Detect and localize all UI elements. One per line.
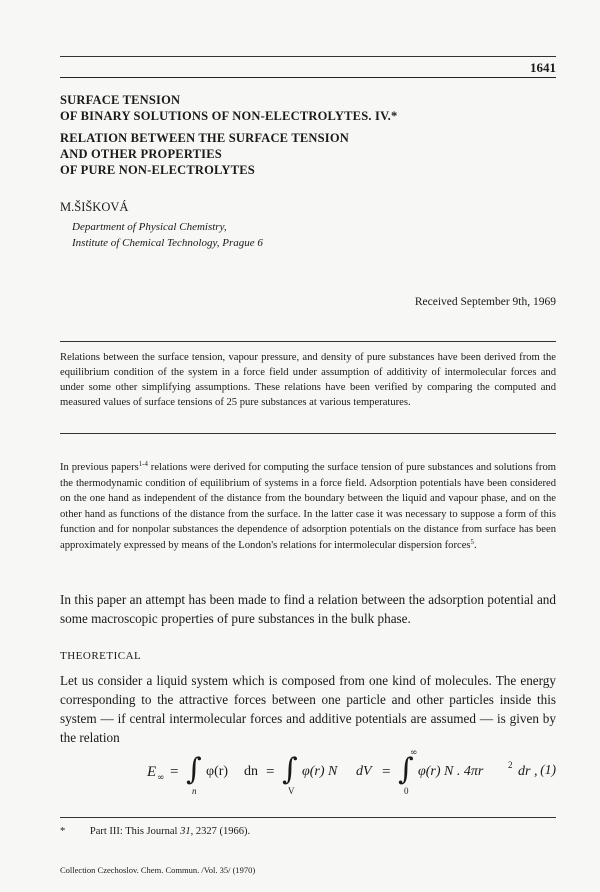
footnote-volume: 31: [180, 826, 191, 837]
intro-end: .: [473, 539, 477, 551]
footnote-rule: [60, 817, 556, 818]
eq-equals-2: =: [266, 764, 275, 780]
intro-paragraph: [60, 460, 556, 553]
header-bottom-rule: [60, 77, 556, 78]
title-line-1: SURFACE TENSION: [60, 93, 181, 107]
abstract-bottom-rule: [60, 433, 556, 434]
eq-integral-1: ∫: [186, 752, 202, 787]
eq-phi-r-N: φ(r) N: [302, 764, 338, 779]
eq-dn: dn: [244, 764, 258, 779]
abstract: Relations between the surface tension, vapour pressure, and density of pure substances have been derived from the equilibrium condition of the system in a force field under assumption of additivity of intermolecular forces and under some other simplifying assumptions. These relations have been verified by comparing the computed and measured values of surface tensions of 25 pure substances at various temperatures.: [60, 352, 556, 408]
intro-body: relations were derived for computing the surface tension of pure substances and solutions from the thermodynamic condition of equilibrium of systems in a force field. Adsorption potentials have been considered on the one hand as independent of the distance from the boundary between the liquid and vapour phase, and on the other hand as functions of the distance from the surface. In the latter case it was necessary to suppose a form of this function and for nonpolar substances the dependence of adsorption potentials on the distance from surface has been approximately expressed by means of the London's relations for intermolecular dispersion forces: [60, 462, 556, 551]
eq-r-squared-exponent: 2: [508, 760, 513, 770]
paragraph-aim: In this paper an attempt has been made to find a relation between the adsorption potential and some macroscopic properties of pure substances in the bulk phase.: [60, 592, 556, 626]
equation-number: (1): [540, 762, 556, 777]
title-line-2: OF BINARY SOLUTIONS OF NON-ELECTROLYTES. IV.*: [60, 109, 398, 123]
page-number: 1641: [530, 60, 556, 75]
eq-integral-3: ∫: [398, 752, 414, 787]
eq-integral-2: ∫: [282, 752, 298, 787]
intro-lead: In previous papers: [60, 462, 139, 473]
footnote: [60, 826, 250, 837]
footnote-text-post: , 2327 (1966).: [190, 826, 251, 837]
footnote-text-pre: Part III: This Journal: [89, 826, 181, 837]
eq-dr: dr ,: [518, 764, 538, 779]
eq-phi-r-N-4pi-r: φ(r) N . 4πr: [418, 764, 484, 779]
eq-integral-2-lower: V: [288, 786, 295, 796]
received-date: Received September 9th, 1969: [414, 296, 556, 308]
eq-integral-3-lower: 0: [404, 786, 409, 796]
title-line-4: AND OTHER PROPERTIES: [60, 147, 222, 161]
title-line-3: RELATION BETWEEN THE SURFACE TENSION: [60, 131, 349, 145]
author-institute: Institute of Chemical Technology, Prague 6: [72, 237, 263, 249]
section-heading-theoretical: THEORETICAL: [60, 650, 142, 662]
paragraph-theory: Let us consider a liquid system which is composed from one kind of molecules. The energy corresponding to the attractive forces between one particle and other particles inside this system — if central intermolecular forces and additive potentials are assumed — is given by the relation: [60, 673, 556, 745]
intro-reference-5: 5: [470, 538, 474, 546]
journal-footer: Collection Czechoslov. Chem. Commun. /Vol. 35/ (1970): [60, 865, 256, 875]
eq-integral-3-upper: ∞: [410, 748, 418, 758]
title-line-5: OF PURE NON-ELECTROLYTES: [60, 163, 255, 177]
eq-equals-1: =: [170, 764, 179, 780]
equation-1: [60, 748, 556, 802]
eq-integral-1-lower: n: [192, 786, 197, 796]
footnote-mark: *: [60, 826, 66, 837]
eq-lhs-E: E: [147, 764, 157, 780]
author-name: M.ŠIŠKOVÁ: [60, 200, 129, 214]
eq-phi-r: φ(r): [206, 764, 229, 779]
author-department: Department of Physical Chemistry,: [72, 221, 227, 233]
eq-dV: dV: [356, 764, 372, 779]
header-top-rule: [60, 56, 556, 57]
intro-reference-1-4: 1-4: [138, 461, 148, 469]
eq-equals-3: =: [382, 764, 391, 780]
eq-lhs-subscript: ∞: [157, 773, 165, 783]
abstract-top-rule: [60, 341, 556, 342]
